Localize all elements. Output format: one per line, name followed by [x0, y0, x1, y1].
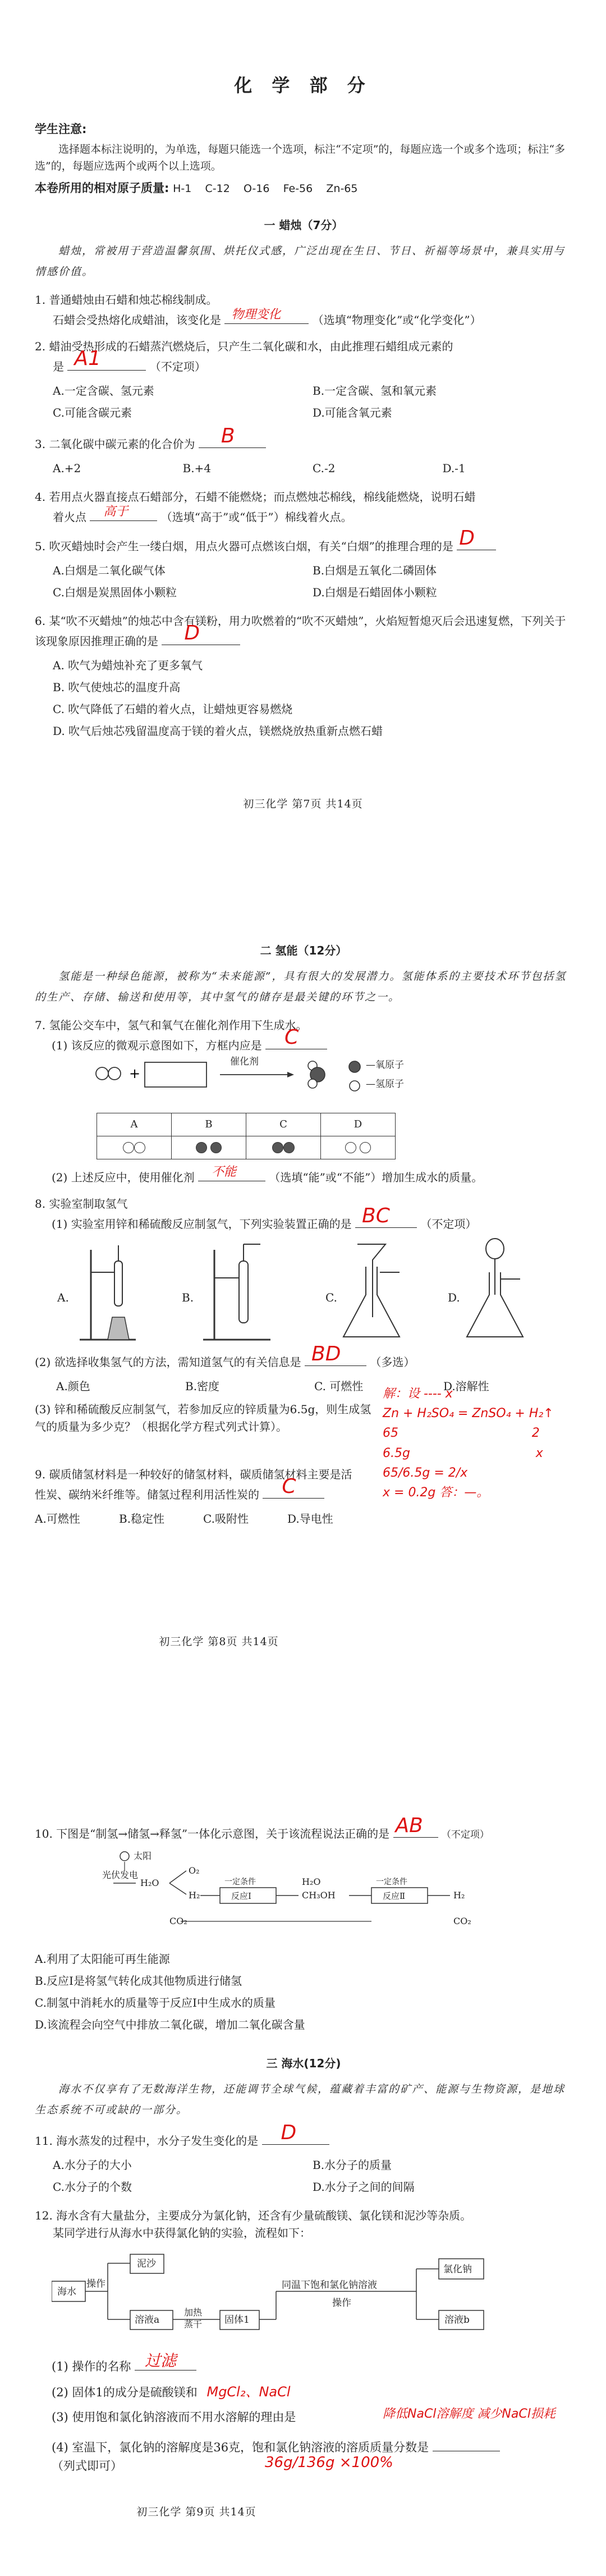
q3-blank[interactable] — [199, 424, 266, 448]
q12-sub4: (4) 室温下，氯化钠的溶解度是36克，饱和氯化钠溶液的溶质质量分数是 — [52, 2441, 429, 2455]
q9-options — [35, 1508, 371, 1530]
q12-stem: 12. 海水含有大量盐分，主要成分为氯化钠，还含有少量硫酸镁、氯化镁和泥沙等杂质。 — [35, 2209, 472, 2223]
q10-stem: 10. 下图是“制氢→储氢→释氢”一体化示意图，关于该流程说法正确的是 — [35, 1827, 390, 1840]
q8-sub1: (1) 实验室用锌和稀硫酸反应制氢气，下列实验装置正确的是 — [52, 1217, 352, 1231]
water2-label: H₂O — [302, 1876, 321, 1887]
section1-intro: 蜡烛，常被用于营造温馨氛围、烘托仪式感，广泛出现在生日、节日、祈福等场景中，兼具实用与情感价值。 — [35, 244, 566, 278]
q1-tail: （选填“物理变化”或“化学变化”） — [312, 313, 481, 327]
reaction-2-label: 反应Ⅱ — [383, 1891, 406, 1901]
q6-answer: D — [184, 621, 200, 645]
notice-text: 选择题本标注说明的，为单选，每题只能选一个选项，标注“不定项”的，每题应选一个或多个选项；标注“多选”的，每题应选两个或两个以上选项。 — [35, 143, 566, 172]
q7-sub2: (2) 上述反应中，使用催化剂 — [52, 1171, 195, 1185]
q12-blank1[interactable] — [135, 2351, 196, 2371]
question-2 — [35, 338, 572, 424]
q3-answer: B — [221, 424, 235, 447]
h2-label: H₂ — [189, 1890, 200, 1901]
flow-nacl-label: 氯化钠 — [443, 2264, 472, 2276]
q7-sub2-tail: （选填“能”或“不能”）增加生成水的质量。 — [269, 1171, 483, 1185]
question-12 — [35, 2207, 572, 2242]
q2-line: 是 — [53, 359, 64, 373]
q6-option-d[interactable]: D. 吹气后烛芯残留温度高于镁的着火点，镁燃烧放热重新点燃石蜡 — [53, 724, 383, 738]
work-line-3: 65 2 — [383, 1426, 540, 1441]
apparatus-label-a: A. — [57, 1291, 69, 1305]
q8-handwritten-work[interactable] — [383, 1384, 554, 1502]
q5-blank[interactable] — [457, 526, 496, 550]
q8-sub1-tail: （不定项） — [420, 1217, 477, 1231]
q2-option-c[interactable]: C.可能含碳元素 — [53, 405, 132, 419]
question-6 — [35, 613, 572, 742]
q9-answer: C — [282, 1475, 296, 1499]
q8-blank2[interactable] — [305, 1342, 366, 1366]
q12-flowchart — [52, 2246, 572, 2347]
q7-answer2: 不能 — [212, 1165, 237, 1180]
q8-sub2-tail: （多选） — [370, 1355, 415, 1369]
atomic-masses: H-1 C-12 O-16 Fe-56 Zn-65 — [173, 182, 358, 195]
q7-col-b: B — [172, 1113, 246, 1136]
page-8 — [0, 859, 606, 1718]
cond-2: 一定条件 — [376, 1878, 407, 1887]
q2-answer: A1 — [74, 346, 101, 370]
q12-answer4: 36g/136g ×100% — [265, 2454, 393, 2471]
q2-option-a[interactable]: A.一定含碳、氢元素 — [53, 383, 154, 398]
q8-answer2: BD — [311, 1342, 341, 1366]
co2-label: CO₂ — [169, 1916, 187, 1926]
question-5 — [35, 526, 572, 604]
q10-option-b[interactable]: B.反应Ⅰ是将氢气转化成其他物质进行储氢 — [35, 1974, 242, 1988]
section1-title: 一 蜡烛（7分） — [264, 218, 343, 232]
q4-blank[interactable] — [90, 506, 157, 521]
q9-option-a[interactable]: A.可燃性 — [35, 1512, 80, 1526]
cond-1: 一定条件 — [224, 1878, 256, 1887]
question-11 — [35, 2121, 572, 2198]
q8-sub3: (3) 锌和稀硫酸反应制氢气，若参加反应的锌质量为6.5g，则生成氢气的质量为多少克？（根据化学方程式列式计算）。 — [35, 1403, 371, 1434]
q7-answer1: C — [284, 1026, 299, 1049]
work-line-2: Zn + H₂SO₄ = ZnSO₄ + H₂↑ — [383, 1406, 554, 1421]
q10-diagram — [57, 1848, 572, 1944]
q6-option-b[interactable]: B. 吹气使烛芯的温度升高 — [53, 680, 181, 694]
q3-stem: 3. 二氧化碳中碳元素的化合价为 — [35, 437, 195, 451]
question-3 — [35, 424, 572, 479]
q12-sub2: (2) 固体1的成分是硫酸镁和 — [52, 2385, 198, 2399]
q7-col-d: D — [321, 1113, 396, 1136]
q9-option-b[interactable]: B.稳定性 — [119, 1512, 165, 1526]
q7-choice-table — [97, 1113, 396, 1159]
q7-stem: 7. 氢能公交车中，氢气和氧气在催化剂作用下生成水。 — [35, 1018, 307, 1033]
q9-stem: 9. 碳质储氢材料是一种较好的储氢材料，碳质储氢材料主要是活性炭、碳纳米纤维等。储氢过程利用活性炭的 — [35, 1468, 352, 1502]
test-tube-b — [239, 1261, 248, 1323]
q8-answer1: BC — [362, 1204, 390, 1228]
plus-sign: + — [129, 1066, 141, 1082]
q8-sub2: (2) 欲选择收集氢气的方法，需知道氢气的有关信息是 — [35, 1355, 301, 1369]
flowchart-svg — [52, 2246, 557, 2347]
q11-option-d[interactable]: D.水分子之间的间隔 — [313, 2180, 415, 2194]
h2-out-label: H₂ — [453, 1890, 465, 1901]
q11-options — [35, 2154, 572, 2198]
flow-op1: 操作 — [86, 2278, 105, 2290]
q12-sub4-tail: （列式即可） — [52, 2459, 122, 2473]
flow-seawater: 海水 — [57, 2286, 76, 2298]
atomic-mass-label: 本卷所用的相对原子质量: — [35, 181, 169, 195]
sep-funnel-d — [486, 1239, 504, 1259]
q5-answer: D — [459, 526, 475, 550]
q11-answer: D — [281, 2121, 297, 2145]
page-7 — [0, 0, 606, 859]
burner-a — [108, 1317, 129, 1340]
q12-sub3: (3) 使用饱和氯化钠溶液而不用水溶解的理由是 — [52, 2410, 296, 2424]
q11-blank[interactable] — [262, 2121, 329, 2145]
page-9 — [0, 1718, 606, 2576]
flow-heat-label: 加热蒸干 — [184, 2307, 203, 2330]
q2-blank[interactable] — [67, 346, 146, 371]
q1-line: 石蜡会受热熔化成蜡油，该变化是 — [53, 313, 221, 327]
legend-oxygen: —氧原子 — [366, 1059, 404, 1071]
q4-answer: 高于 — [103, 504, 128, 519]
question-4 — [35, 488, 572, 526]
q5-stem: 5. 吹灭蜡烛时会产生一缕白烟，用点火器可点燃该白烟，有关“白烟”的推理合理的是 — [35, 539, 453, 553]
section3-title: 三 海水(12分) — [266, 2057, 341, 2070]
page-footer: 初三化学 第8页 共14页 — [159, 1636, 279, 1648]
q3-options — [35, 458, 572, 479]
apparatus-label-d: D. — [448, 1291, 460, 1305]
o2-label: O₂ — [189, 1865, 200, 1876]
q8-apparatus — [52, 1233, 572, 1345]
q5-option-d[interactable]: D.白烟是石蜡固体小颗粒 — [313, 585, 437, 599]
q6-blank[interactable] — [162, 621, 240, 645]
legend-hydrogen: —氢原子 — [366, 1079, 404, 1090]
q3-option-a[interactable]: A.+2 — [53, 461, 81, 475]
notice-title: 学生注意: — [35, 122, 87, 136]
flow-mud-label: 泥沙 — [137, 2258, 156, 2270]
q7-blank1[interactable] — [265, 1026, 327, 1049]
q5-option-a[interactable]: A.白烟是二氧化碳气体 — [53, 563, 166, 577]
q11-stem: 11. 海水蒸发的过程中，水分子发生变化的是 — [35, 2134, 259, 2148]
q4-line: 着火点 — [53, 510, 86, 524]
q5-option-b[interactable]: B.白烟是五氧化二磷固体 — [313, 563, 437, 577]
page-title: 化 学 部 分 — [234, 75, 372, 96]
q7-col-c: C — [246, 1113, 321, 1136]
q8-option-d[interactable]: D.溶解性 — [443, 1380, 489, 1394]
section2-title: 二 氢能（12分） — [260, 944, 347, 957]
q1-stem: 1. 普通蜡烛由石蜡和烛芯棉线制成。 — [35, 293, 218, 307]
q8-option-c[interactable]: C. 可燃性 — [314, 1380, 364, 1394]
q12-answer1: 过滤 — [145, 2351, 177, 2371]
q12-sub1: (1) 操作的名称 — [52, 2360, 131, 2374]
flow-solb-label: 溶液b — [444, 2314, 470, 2326]
q12-answer3: 降低NaCl溶解度 减少NaCl损耗 — [383, 2406, 556, 2421]
sun-label: 太阳 — [134, 1851, 152, 1861]
q8-blank1[interactable] — [355, 1204, 417, 1228]
q1-blank[interactable] — [224, 309, 309, 324]
q5-option-c[interactable]: C.白烟是炭黑固体小颗粒 — [53, 585, 177, 599]
reaction-svg — [91, 1054, 517, 1108]
q2-option-b[interactable]: B.一定含碳、氢和氧元素 — [313, 383, 437, 398]
page-footer: 初三化学 第9页 共14页 — [136, 2506, 256, 2518]
question-9 — [35, 1466, 360, 1504]
section2-intro: 氢能是一种绿色能源，被称为“未来能源”，具有很大的发展潜力。氢能体系的主要技术环节包括氢的生产、存储、输送和使用等，其中氢气的储存是最关键的环节之一。 — [35, 970, 567, 1004]
work-line-5: 65/6.5g = 2/x — [383, 1465, 468, 1480]
flask-c — [343, 1267, 400, 1337]
q2-options — [35, 380, 572, 424]
q7-choice-c[interactable] — [246, 1136, 321, 1159]
reaction-1-label: 反应Ⅰ — [231, 1891, 251, 1901]
q5-options — [35, 560, 572, 604]
arrow-head — [287, 1072, 294, 1077]
q10-option-c[interactable]: C.制氢中消耗水的质量等于反应Ⅰ中生成水的质量 — [35, 1996, 276, 2009]
question-10 — [35, 1814, 572, 1843]
q7-choice-d[interactable] — [321, 1136, 396, 1159]
water-label: H₂O — [140, 1878, 159, 1888]
test-tube-a — [114, 1261, 122, 1306]
catalyst-label: 催化剂 — [230, 1056, 259, 1068]
q4-stem: 4. 若用点火器直接点石蜡部分，石蜡不能燃烧；而点燃烛芯棉线，棉线能燃烧，说明石蜡 — [35, 490, 476, 504]
q1-answer: 物理变化 — [231, 307, 281, 322]
q6-stem: 6. 某“吹不灭蜡烛”的烛芯中含有镁粉，用力吹燃着的“吹不灭蜡烛”，火焰短暂熄灭后会迅速复燃，下列关于该现象原因推理正确的是 — [35, 614, 566, 648]
pv-label: 光伏发电 — [102, 1870, 139, 1880]
question-7 — [35, 1017, 572, 1186]
work-line-6: x = 0.2g 答：—。 — [383, 1486, 489, 1500]
h-atom — [108, 1067, 121, 1080]
flow-solid1-label: 固体1 — [224, 2314, 250, 2326]
q3-option-d[interactable]: D.-1 — [442, 461, 466, 475]
q3-option-b[interactable]: B.+4 — [182, 461, 212, 475]
q8-option-a[interactable]: A.颜色 — [56, 1380, 90, 1394]
q11-option-b[interactable]: B.水分子的质量 — [313, 2158, 392, 2172]
q9-blank[interactable] — [263, 1475, 324, 1499]
q12-stem2: 某同学进行从海水中获得氯化钠的实验，流程如下： — [53, 2226, 311, 2240]
q12-blank4[interactable] — [433, 2436, 500, 2451]
q9-option-d[interactable]: D.导电性 — [287, 1512, 333, 1526]
q10-option-d[interactable]: D.该流程会向空气中排放二氧化碳，增加二氧化碳含量 — [35, 2018, 305, 2031]
work-line-1: 解：设 ---- x — [383, 1387, 453, 1401]
q10-answer: AB — [395, 1814, 423, 1837]
sun-icon — [120, 1852, 129, 1861]
q2-stem: 2. 蜡油受热形成的石蜡蒸汽燃烧后，只产生二氧化碳和水，由此推理石蜡组成元素的 — [35, 339, 453, 353]
co2-out-label: CO₂ — [453, 1916, 471, 1926]
q7-choice-b[interactable] — [172, 1136, 246, 1159]
o2-branch — [169, 1871, 186, 1883]
q8-option-b[interactable]: B.密度 — [185, 1380, 220, 1394]
flow-op2: 操作 — [332, 2298, 351, 2309]
q4-tail: （选填“高于”或“低于”）棉线着火点。 — [160, 510, 352, 524]
q7-blank2[interactable] — [198, 1166, 265, 1181]
h2-branch — [169, 1883, 186, 1894]
q7-reaction-diagram — [91, 1054, 572, 1108]
q12-answer2: MgCl₂、NaCl — [206, 2383, 291, 2400]
apparatus-label-b: B. — [182, 1291, 194, 1305]
section3-intro: 海水不仅享有了无数海洋生物，还能调节全球气候，蕴藏着丰富的矿产、能源与生物资源，是地球生态系统不可或缺的一部分。 — [35, 2083, 566, 2117]
ch3oh-label: CH₃OH — [302, 1890, 336, 1901]
flow-sola-label: 溶液a — [135, 2314, 160, 2326]
blank-box — [145, 1062, 206, 1087]
q2-option-d[interactable]: D.可能含氧元素 — [313, 405, 392, 419]
legend-o-atom — [349, 1061, 360, 1072]
apparatus-label-c: C. — [325, 1291, 337, 1305]
page-footer: 初三化学 第7页 共14页 — [243, 798, 363, 810]
q7-col-a: A — [97, 1113, 172, 1136]
q8-stem: 8. 实验室制取氢气 — [35, 1197, 128, 1211]
q6-option-a[interactable]: A. 吹气为蜡烛补充了更多氧气 — [53, 658, 203, 672]
apparatus-svg — [52, 1233, 557, 1345]
q3-option-c[interactable]: C.-2 — [313, 461, 336, 475]
q2-tail: （不定项） — [149, 359, 206, 373]
water-h — [308, 1079, 317, 1088]
legend-h-atom — [350, 1081, 360, 1091]
h-atom — [96, 1067, 108, 1080]
q6-option-c[interactable]: C. 吹气降低了石蜡的着火点，让蜡烛更容易燃烧 — [53, 702, 293, 716]
q10-options — [35, 1948, 572, 2036]
q6-options — [35, 655, 572, 742]
q7-choice-a[interactable] — [97, 1136, 172, 1159]
q11-option-c[interactable]: C.水分子的个数 — [53, 2180, 132, 2194]
q10-option-a[interactable]: A.利用了太阳能可再生能源 — [35, 1952, 170, 1966]
q7-sub1: (1) 该反应的微观示意图如下，方框内应是 — [52, 1039, 262, 1053]
work-line-4: 6.5g x — [383, 1446, 543, 1460]
q10-tail: （不定项） — [441, 1829, 489, 1840]
question-1 — [35, 291, 572, 329]
flow-sat-label: 同温下饱和氯化钠溶液 — [282, 2280, 377, 2291]
q10-blank[interactable] — [393, 1814, 438, 1838]
q9-option-c[interactable]: C.吸附性 — [203, 1512, 249, 1526]
q11-option-a[interactable]: A.水分子的大小 — [53, 2158, 132, 2172]
